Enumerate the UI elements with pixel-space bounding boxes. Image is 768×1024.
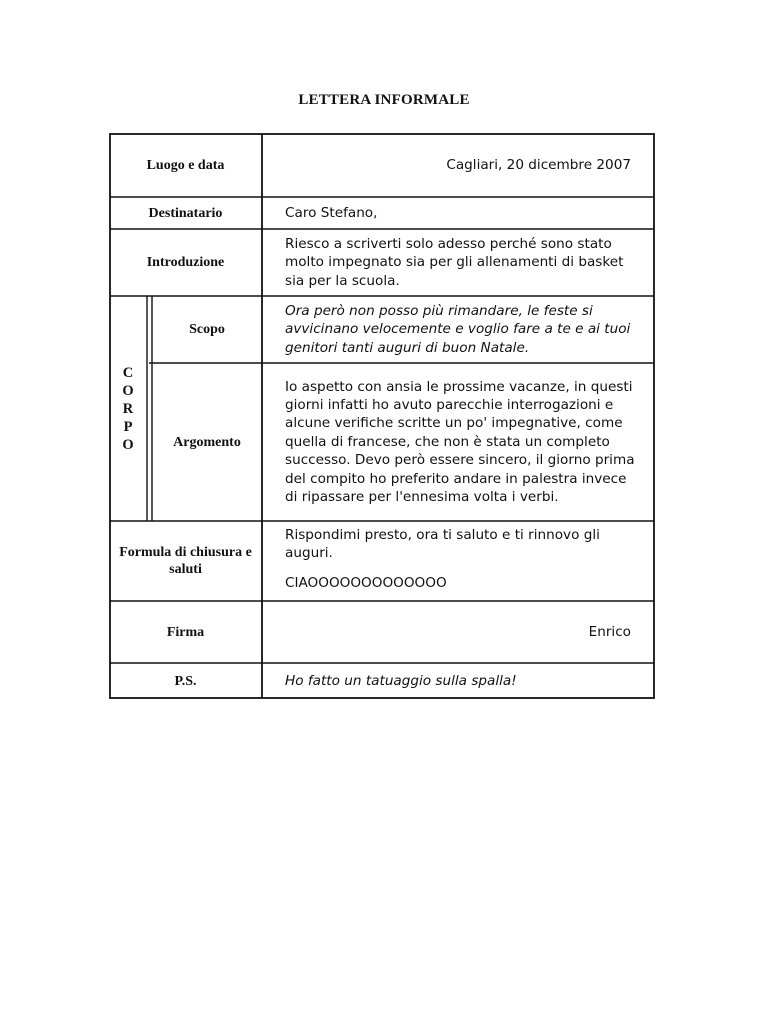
letter-structure-table [109,133,655,699]
scopo-value [262,296,655,363]
document-title: LETTERA INFORMALE [298,92,470,108]
luogo-value [262,133,655,197]
argomento-text: Io aspetto con ansia le prossime vacanze, in questi giorni infatti ho avuto parecchie interrogazioni e alcune verifiche scritte un po' impegnative, come quella di francese, che non è stata un completo successo. Devo però essere sincero, il giorno prima del compito ho preferito andare in palestra invece di ripassare per l'ennesima volta i verbi. [285,378,635,506]
formula-greeting: CIAOOOOOOOOOOOOO [285,574,447,591]
luogo-label: Luogo e data [146,157,225,173]
corpo-vertical-label [109,296,147,521]
corpo-letter: C [122,364,134,381]
introduzione-label: Introduzione [146,255,225,270]
scopo-label: Scopo [189,322,225,337]
formula-label: Formula di chiusura e saluti [119,545,252,577]
firma-text: Enrico [588,623,631,640]
ps-value [262,663,655,699]
ps-text: Ho fatto un tatuaggio sulla spalla! [285,672,517,689]
introduzione-text: Riesco a scriverti solo adesso perché sono stato molto impegnato sia per gli allenamenti di basket sia per la scuola. [285,235,624,289]
formula-value [262,521,655,601]
destinatario-label: Destinatario [148,205,223,221]
destinatario-text: Caro Stefano, [285,204,378,221]
corpo-letter: R [122,400,134,417]
corpo-letter: P [123,418,133,435]
corpo-letter: O [122,436,134,453]
ps-label: P.S. [174,673,197,689]
argomento-value [262,363,655,521]
formula-text: Rispondimi presto, ora ti saluto e ti rinnovo gli auguri. [285,527,600,562]
firma-label: Firma [166,624,205,640]
firma-value [262,601,655,663]
destinatario-value [262,197,655,229]
corpo-letter: O [122,382,134,399]
introduzione-value [262,229,655,296]
argomento-label: Argomento [173,434,241,450]
scopo-text: Ora però non posso più rimandare, le feste si avvicinano velocemente e voglio fare a te e ai tuoi genitori tanti auguri di buon Natale. [285,302,631,356]
luogo-text: Cagliari, 20 dicembre 2007 [446,156,631,173]
